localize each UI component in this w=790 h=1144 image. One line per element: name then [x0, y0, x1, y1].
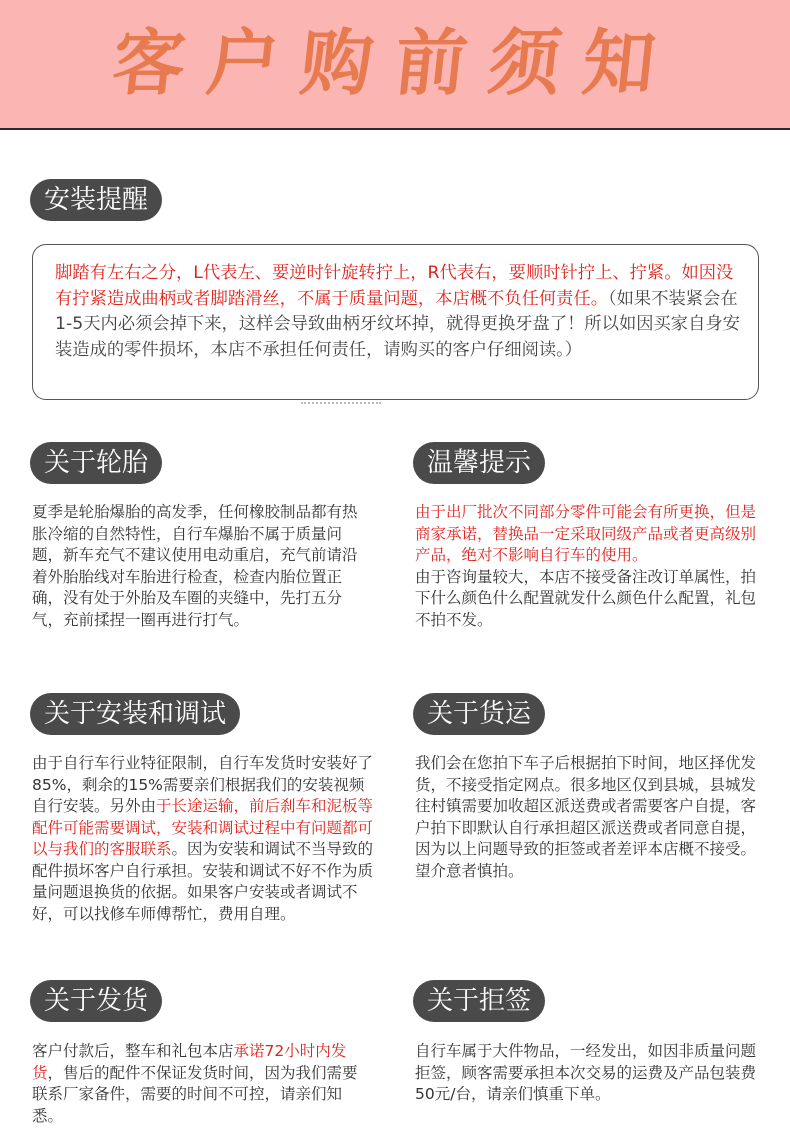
section-heading-refusal: 关于拒签	[413, 980, 545, 1022]
tips-order-note: 由于咨询量较大，本店不接受备注改订单属性，拍下什么颜色什么配置就发什么颜色什么配置，礼包不拍不发。	[415, 567, 757, 629]
install-reminder-note: （如果不装紧会在1-5天内必须会掉下来，这样会导致曲柄牙纹坏掉，就得更换牙盘了！所以如因买家自身安装造成的零件损坏，本店不承担任何责任，请购买的客户仔细阅读。）	[55, 288, 740, 360]
install-reminder-text	[55, 261, 745, 363]
section-heading-tires: 关于轮胎	[30, 442, 162, 484]
delivery-promise: 承诺72小时内发货	[32, 1042, 347, 1082]
tips-text	[415, 502, 760, 631]
install-debug-text	[32, 753, 378, 925]
delivery-text-start: 客户付款后，整车和礼包本店	[32, 1042, 234, 1060]
divider	[301, 402, 381, 405]
install-reminder-warning: 脚踏有左右之分，L代表左、要逆时针旋转拧上，R代表右，要顺时针拧上、拧紧。如因没有拧紧造成曲柄或者脚踏滑丝，不属于质量问题，本店概不负任何责任。	[55, 263, 734, 309]
tips-guarantee: 由于出厂批次不同部分零件可能会有所更换，但是商家承诺，替换品一定采取同级产品或者更高级别产品，绝对不影响自行车的使用。	[415, 503, 757, 564]
tires-text: 夏季是轮胎爆胎的高发季，任何橡胶制品都有热胀冷缩的自然特性，自行车爆胎不属于质量问题，新车充气不建议使用电动重启，充气前请沿着外胎胎线对车胎进行检查，检查内胎位置正确，没有处于外胎及车圈的夹缝中，先打五分气，充前揉捏一圈再进行打气。	[32, 503, 358, 629]
delivery-text	[32, 1041, 372, 1127]
section-heading-install-reminder: 安装提醒	[30, 179, 162, 221]
page-title: 客户购前须知	[108, 20, 682, 105]
page-header	[0, 0, 790, 130]
section-heading-tips: 温馨提示	[413, 442, 545, 484]
section-heading-shipping: 关于货运	[413, 693, 545, 735]
install-debug-highlight: 于长途运输，前后刹车和泥板等配件可能需要调试，安装和调试过程中有问题都可以与我们的客服联系	[32, 797, 374, 858]
shipping-text: 我们会在您拍下车子后根据拍下时间，地区择优发货，不接受指定网点。很多地区仅到县城，县城发往村镇需要加收超区派送费或者需要客户自提，客户拍下即默认自行承担超区派送费或者同意自提，因为以上问题导致的拒签或者差评本店概不接受。望介意者慎拍。	[415, 754, 757, 880]
section-heading-install-debug: 关于安装和调试	[30, 693, 240, 735]
section-heading-delivery: 关于发货	[30, 980, 162, 1022]
delivery-text-end: ，售后的配件不保证发货时间，因为我们需要联系厂家备件，需要的时间不可控，请亲们知悉。	[32, 1063, 358, 1125]
refusal-text: 自行车属于大件物品，一经发出，如因非质量问题拒签，顾客需要承担本次交易的运费及产品包装费50元/台，请亲们慎重下单。	[415, 1042, 757, 1103]
install-debug-text-start: 由于自行车行业特征限制，自行车发货时安装好了85%，剩余的15%需要亲们根据我们的安装视频自行安装。另外由	[32, 754, 374, 815]
install-reminder-box	[32, 244, 759, 400]
install-debug-text-end: 。因为安装和调试不当导致的配件损坏客户自行承担。安装和调试不好不作为质量问题退换货的依据。如果客户安装或者调试不好，可以找修车师傅帮忙，费用自理。	[32, 840, 374, 923]
